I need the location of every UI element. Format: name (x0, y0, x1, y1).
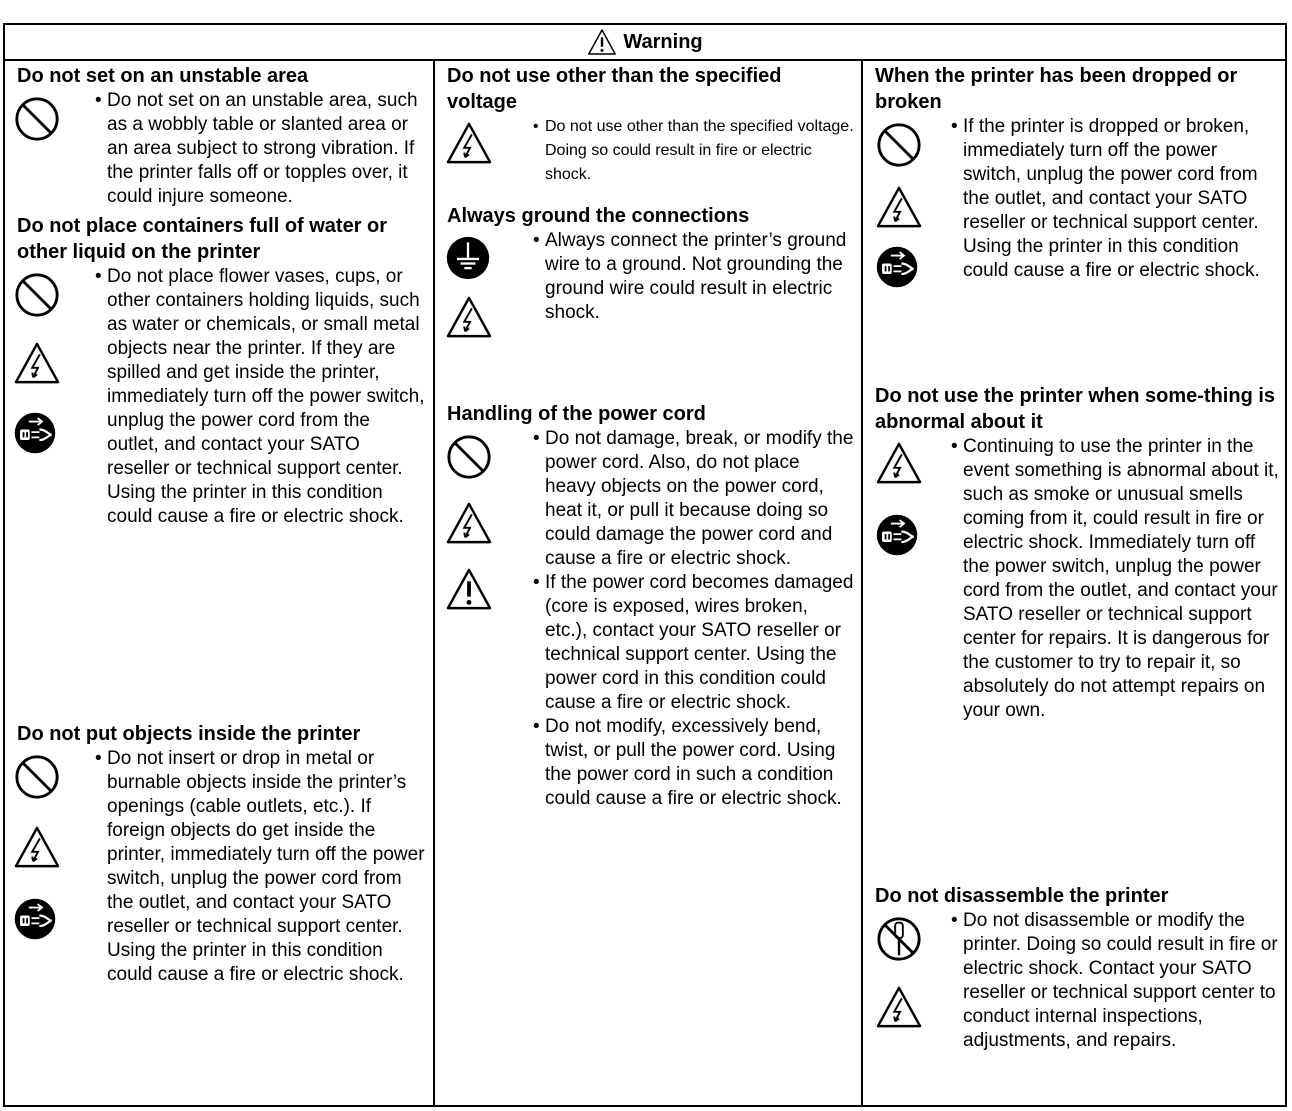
bullet-text: • Do not modify, excessively bend, twist, or pull the power cord. Using the power cord in such a condition could cause a fire or electric shock. (531, 715, 855, 811)
electric-shock-icon (875, 985, 923, 1029)
prohibition-icon (13, 753, 61, 801)
section-heading: When the printer has been dropped or broken (875, 65, 1238, 113)
ground-icon (445, 235, 491, 281)
column-2 (435, 61, 863, 1105)
bullet-text: • Do not disassemble or modify the printer. Doing so could result in fire or electric shock. Contact your SATO reseller or technical support center to conduct internal inspections, adjustments, and repairs. (949, 909, 1279, 1053)
prohibition-icon (13, 271, 61, 319)
bullet-text: • Do not set on an unstable area, such as a wobbly table or slanted area or an area subject to strong vibration. If the printer falls off or topples over, it could injure someone. (93, 89, 427, 209)
section-heading: Do not set on an unstable area (17, 65, 309, 87)
prohibition-icon (13, 95, 61, 143)
section-specified-voltage (435, 63, 861, 195)
bullet-text: • Do not damage, break, or modify the power cord. Also, do not place heavy objects on the power cord, heat it, or pull it because doing so could damage the power cord and cause a fire or electric shock. (531, 427, 855, 571)
caution-icon (445, 567, 493, 611)
section-disassemble (863, 883, 1285, 1109)
electric-shock-icon (13, 341, 61, 385)
unplug-icon (13, 897, 57, 941)
section-heading: Do not use the printer when some-thing is abnormal about it (875, 385, 1276, 433)
bullet-text: • If the power cord becomes damaged (core is exposed, wires broken, etc.), contact your SATO reseller or technical support center. Using the power cord in this condition could cause a fire or electric shock. (531, 571, 855, 715)
bullet-text: • If the printer is dropped or broken, immediately turn off the power switch, unplug the power cord from the outlet, and contact your SATO reseller or technical support center. Using the printer in this condition could cause a fire or electric shock. (949, 115, 1279, 283)
section-heading: Do not put objects inside the printer (17, 723, 361, 745)
warning-title: Warning (623, 30, 703, 53)
warning-header (5, 25, 1285, 61)
section-liquid-containers (5, 213, 433, 605)
section-abnormal-use (863, 383, 1285, 865)
section-power-cord (435, 401, 861, 1027)
electric-shock-icon (445, 501, 493, 545)
section-heading: Always ground the connections (447, 205, 750, 227)
prohibition-icon (445, 433, 493, 481)
unplug-icon (875, 513, 919, 557)
section-dropped-broken (863, 63, 1285, 375)
section-heading: Do not use other than the specified voltage (447, 65, 782, 113)
electric-shock-icon (445, 295, 493, 339)
warning-triangle-icon (587, 28, 617, 56)
warning-table (3, 23, 1287, 1107)
section-heading: Do not place containers full of water or other liquid on the printer (17, 215, 388, 263)
bullet-text: • Do not insert or drop in metal or burnable objects inside the printer’s openings (cable outlets, etc.). If foreign objects do get inside the printer, immediately turn off the power switch, unplug the power cord from the outlet, and contact your SATO reseller or technical support center. Using the printer in this condition could cause a fire or electric shock. (93, 747, 427, 987)
section-heading: Handling of the power cord (447, 403, 706, 425)
section-unstable-area (5, 63, 433, 209)
section-heading: Do not disassemble the printer (875, 885, 1169, 907)
section-objects-inside (5, 721, 433, 1107)
electric-shock-icon (875, 185, 923, 229)
column-3 (863, 61, 1285, 1105)
electric-shock-icon (875, 441, 923, 485)
prohibition-icon (875, 121, 923, 169)
bullet-text: • Do not use other than the specified voltage. Doing so could result in fire or electric shock. (531, 115, 855, 187)
no-disassembly-icon (875, 915, 923, 963)
bullet-text: • Continuing to use the printer in the event something is abnormal about it, such as smoke or unusual smells coming from it, could result in fire or electric shock. Immediately turn off the power switch, unplug the power cord from the outlet, and contact your SATO reseller or technical support center for repairs. It is dangerous for the customer to try to repair it, so absolutely do not attempt repairs on your own. (949, 435, 1279, 723)
bullet-text: • Do not place flower vases, cups, or other containers holding liquids, such as water or chemicals, or small metal objects near the printer. If they are spilled and get inside the printer, immediately turn off the power switch, unplug the power cord from the outlet, and contact your SATO reseller or technical support center. Using the printer in this condition could cause a fire or electric shock. (93, 265, 427, 529)
unplug-icon (13, 411, 57, 455)
column-1 (5, 61, 435, 1105)
section-ground-connections (435, 203, 861, 369)
electric-shock-icon (445, 121, 493, 165)
bullet-text: • Always connect the printer’s ground wire to a ground. Not grounding the ground wire could result in electric shock. (531, 229, 855, 325)
electric-shock-icon (13, 825, 61, 869)
unplug-icon (875, 245, 919, 289)
